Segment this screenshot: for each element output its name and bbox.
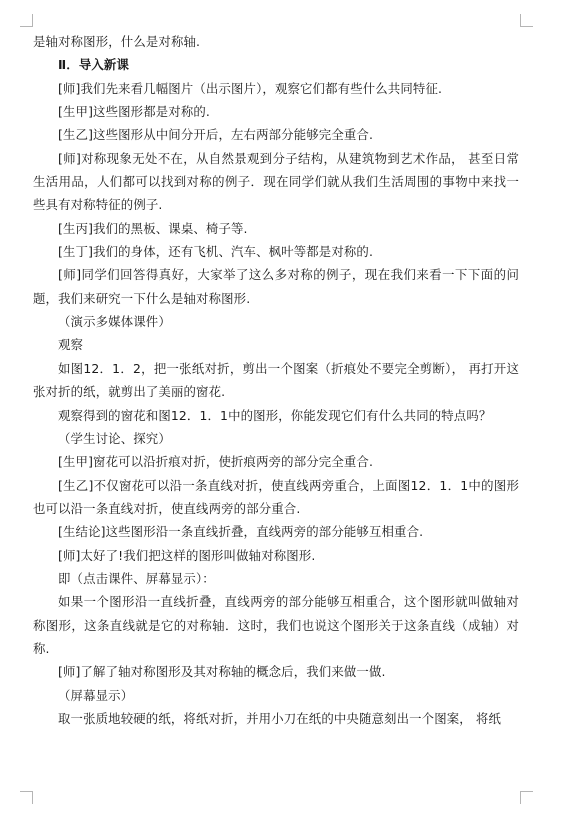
paragraph: [生甲]窗花可以沿折痕对折，使折痕两旁的部分完全重合.	[58, 454, 374, 470]
paragraph: （演示多媒体课件）	[58, 314, 171, 330]
paragraph: [师]了解了轴对称图形及其对称轴的概念后，我们来做一做.	[58, 664, 386, 680]
paragraph: 观察得到的窗花和图12．1．1中的图形，你能发现它们有什么共同的特点吗？	[58, 407, 492, 423]
margin-mark-bottom-left	[20, 791, 33, 804]
paragraph: [师]我们先来看几幅图片（出示图片），观察它们都有些什么共同特征.	[58, 80, 443, 96]
paragraph: 如图12．1．2，把一张纸对折，剪出一个图案（折痕处不要完全剪断）， 再打开这张对折的纸，就剪出了美丽的窗花.	[33, 360, 519, 400]
paragraph: [生乙]这些图形从中间分开后，左右两部分能够完全重合.	[58, 127, 374, 143]
paragraph: 观察	[58, 337, 84, 353]
margin-mark-top-left	[20, 14, 33, 27]
paragraph: （屏幕显示）	[58, 687, 134, 703]
margin-mark-top-right	[520, 14, 533, 27]
paragraph: [生甲]这些图形都是对称的.	[58, 104, 211, 120]
paragraph: 是轴对称图形，什么是对称轴.	[33, 34, 201, 49]
paragraph: [师]太好了!我们把这样的图形叫做轴对称图形.	[58, 547, 316, 563]
paragraph: [生结论]这些图形沿一条直线折叠，直线两旁的部分能够互相重合.	[58, 524, 424, 540]
paragraph: [生丙]我们的黑板、课桌、椅子等.	[58, 220, 248, 236]
margin-mark-bottom-right	[520, 791, 533, 804]
paragraph: 如果一个图形沿一直线折叠，直线两旁的部分能够互相重合，这个图形就叫做轴对称图形，这条直线就是它的对称轴．这时，我们也说这个图形关于这条直线（成轴）对称.	[33, 594, 519, 656]
paragraph: 取一张质地较硬的纸，将纸对折，并用小刀在纸的中央随意刻出一个图案， 将纸	[58, 710, 502, 726]
paragraph: [生乙]不仅窗花可以沿一条直线对折，使直线两旁重合，上面图12．1．1中的图形也可以沿一条直线对折，使直线两旁的部分重合.	[33, 477, 519, 516]
paragraph: [师]对称现象无处不在，从自然景观到分子结构，从建筑物到艺术作品， 甚至日常生活用品，人们都可以找到对称的例子．现在同学们就从我们生活周围的事物中来找一些具有对称特征的例子.	[33, 150, 519, 213]
paragraph: [生丁]我们的身体，还有飞机、汽车、枫叶等都是对称的.	[58, 244, 374, 260]
paragraph: [师]同学们回答得真好，大家举了这么多对称的例子，现在我们来看一下下面的问题，我们来研究一下什么是轴对称图形.	[33, 267, 519, 306]
paragraph: （学生讨论、探究）	[58, 430, 171, 446]
paragraph: 即（点击课件、屏幕显示）：	[58, 570, 215, 586]
section-heading: Ⅱ．导入新课	[58, 57, 130, 73]
document-body	[33, 30, 519, 730]
